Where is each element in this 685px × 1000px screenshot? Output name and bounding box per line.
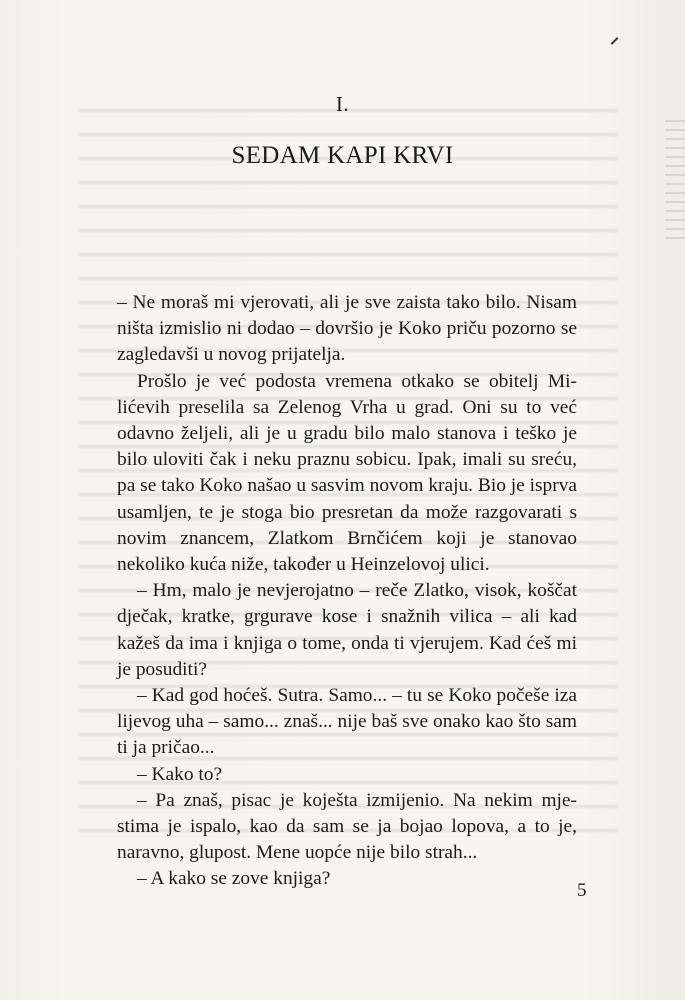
paragraph: – A kako se zove knjiga? — [137, 868, 331, 890]
chapter-number: I. — [335, 92, 350, 116]
paragraph: – Ne moraš mi vjerovati, ali je sve zaista tako bilo. Nisam ništa izmislio ni dodao – dovršio je Koko priču pozorno se zagledavši u novog prijatelja. — [117, 292, 577, 366]
paragraph: Prošlo je već podosta vremena otkako se obitelj Milićevih preselila sa Zelenog Vrha u grad. Oni su to već odavno željeli, ali je u gradu bilo malo stanova i teško je bilo uloviti čak i neku praznu sobicu. Ipak, imali su sreću, pa se tako Koko našao u sasvim novom kraju. Bio je isprva usamljen, te je stoga bio presretan da može razgovarati s novim znancem, Zlatkom Brnčićem koji je stanovao nekoliko kuća niže, također u Heinzelovoj ulici. — [117, 370, 577, 576]
page-number: 5 — [577, 880, 587, 901]
chapter-title: SEDAM KAPI KRVI — [231, 142, 454, 169]
paragraph: – Kad god hoćeš. Sutra. Samo... – tu se Koko počeše iza lijevog uha – samo... znaš... nije baš sve onako kao što sam ti ja pričao... — [117, 685, 577, 759]
ink-speck — [611, 37, 619, 45]
chapter-body — [117, 290, 577, 893]
paragraph: – Pa znaš, pisac je koješta izmijenio. Na nekim mjestima je ispalo, kao da sam se ja bojao lopova, a to je, naravno, glupost. Mene uopće nije bilo strah... — [117, 789, 577, 864]
paragraph: – Hm, malo je nevjerojatno – reče Zlatko, visok, koščat dječak, kratke, grgurave kose i snažnih vilica – ali kad kažeš da ima i knjiga o tome, onda ti vjerujem. Kad ćeš mi je posuditi? — [117, 580, 577, 680]
page-edge-texture — [665, 120, 685, 240]
paragraph: – Kako to? — [137, 763, 223, 785]
